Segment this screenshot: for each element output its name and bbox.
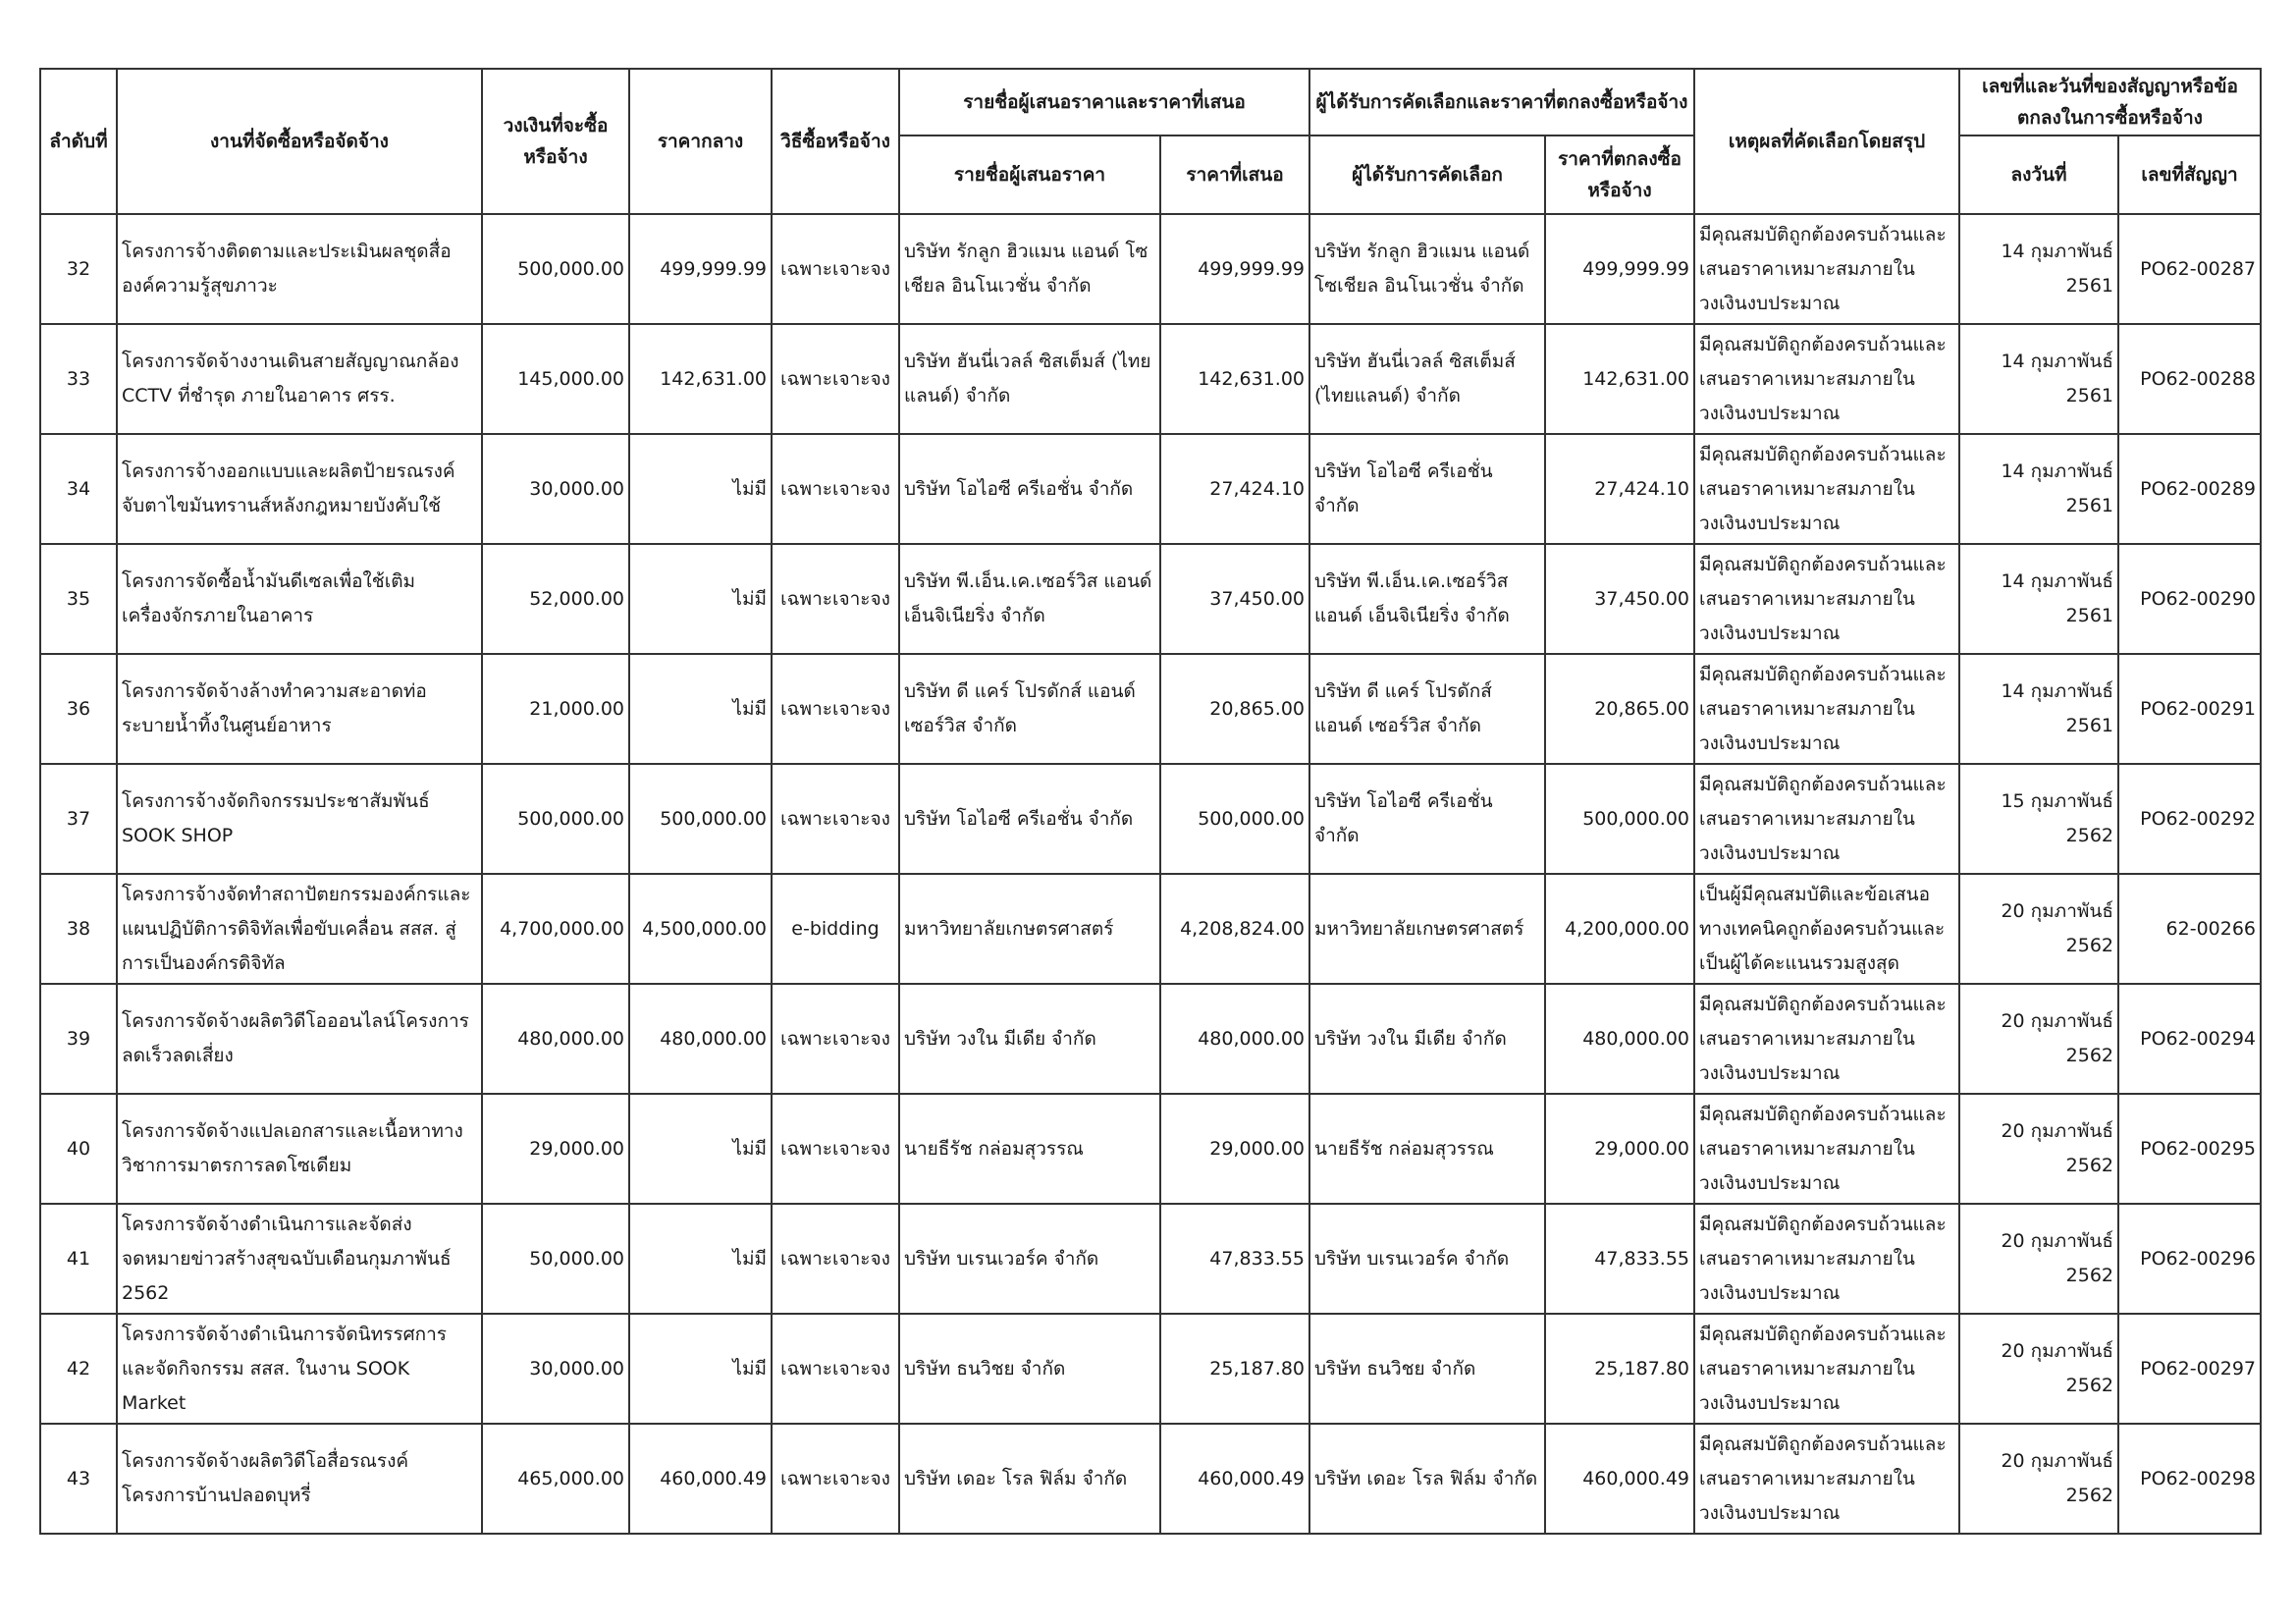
row-contract-date: 20 กุมภาพันธ์ 2562 [1959, 1314, 2118, 1424]
row-work: โครงการจ้างออกแบบและผลิตป้ายรณรงค์จับตาไขมันทรานส์หลังกฎหมายบังคับใช้ [117, 434, 482, 544]
row-bidder-name: บริษัท พี.เอ็น.เค.เซอร์วิส แอนด์ เอ็นจิเนียริ่ง จำกัด [899, 544, 1160, 654]
row-method: เฉพาะเจาะจง [772, 544, 899, 654]
row-contract-date: 14 กุมภาพันธ์ 2561 [1959, 544, 2118, 654]
row-bid-price: 27,424.10 [1160, 434, 1309, 544]
row-no: 40 [40, 1094, 117, 1204]
row-median-price: ไม่มี [629, 434, 772, 544]
row-bid-price: 37,450.00 [1160, 544, 1309, 654]
table-header [40, 69, 2261, 214]
row-budget: 4,700,000.00 [482, 874, 629, 984]
row-reason: มีคุณสมบัติถูกต้องครบถ้วนและเสนอราคาเหมาะสมภายในวงเงินงบประมาณ [1694, 544, 1959, 654]
row-work: โครงการจัดจ้างผลิตวิดีโอสื่อรณรงค์โครงการบ้านปลอดบุหรี่ [117, 1424, 482, 1534]
row-reason: มีคุณสมบัติถูกต้องครบถ้วนและเสนอราคาเหมาะสมภายในวงเงินงบประมาณ [1694, 984, 1959, 1094]
row-bidder-name: บริษัท ธนวิชย จำกัด [899, 1314, 1160, 1424]
row-agreed-price: 142,631.00 [1545, 324, 1694, 434]
table-row [40, 764, 2261, 874]
table-row [40, 434, 2261, 544]
row-agreed-price: 29,000.00 [1545, 1094, 1694, 1204]
row-selected-name: บริษัท วงใน มีเดีย จำกัด [1309, 984, 1545, 1094]
row-reason: มีคุณสมบัติถูกต้องครบถ้วนและเสนอราคาเหมาะสมภายในวงเงินงบประมาณ [1694, 434, 1959, 544]
row-method: เฉพาะเจาะจง [772, 1424, 899, 1534]
row-no: 39 [40, 984, 117, 1094]
row-budget: 480,000.00 [482, 984, 629, 1094]
table-row [40, 984, 2261, 1094]
procurement-table [39, 68, 2262, 1535]
row-no: 34 [40, 434, 117, 544]
row-contract-no: PO62-00289 [2118, 434, 2261, 544]
row-selected-name: บริษัท พี.เอ็น.เค.เซอร์วิส แอนด์ เอ็นจิเนียริ่ง จำกัด [1309, 544, 1545, 654]
row-bid-price: 4,208,824.00 [1160, 874, 1309, 984]
header-bidder-name: รายชื่อผู้เสนอราคา [899, 135, 1160, 214]
table-row [40, 654, 2261, 764]
row-work: โครงการจัดจ้างงานเดินสายสัญญาณกล้อง CCTV ที่ชำรุด ภายในอาคาร ศรร. [117, 324, 482, 434]
row-contract-no: PO62-00292 [2118, 764, 2261, 874]
row-selected-name: บริษัท รักลูก ฮิวแมน แอนด์ โซเชียล อินโนเวชั่น จำกัด [1309, 214, 1545, 324]
header-reason: เหตุผลที่คัดเลือกโดยสรุป [1694, 69, 1959, 214]
row-reason: มีคุณสมบัติถูกต้องครบถ้วนและเสนอราคาเหมาะสมภายในวงเงินงบประมาณ [1694, 1094, 1959, 1204]
row-method: เฉพาะเจาะจง [772, 214, 899, 324]
row-bid-price: 460,000.49 [1160, 1424, 1309, 1534]
row-median-price: ไม่มี [629, 1094, 772, 1204]
table-body [40, 214, 2261, 1534]
table-row [40, 1424, 2261, 1534]
row-contract-no: PO62-00294 [2118, 984, 2261, 1094]
row-budget: 500,000.00 [482, 214, 629, 324]
row-bidder-name: บริษัท บเรนเวอร์ค จำกัด [899, 1204, 1160, 1314]
row-reason: มีคุณสมบัติถูกต้องครบถ้วนและเสนอราคาเหมาะสมภายในวงเงินงบประมาณ [1694, 1424, 1959, 1534]
row-bidder-name: นายธีรัช กล่อมสุวรรณ [899, 1094, 1160, 1204]
table-row [40, 544, 2261, 654]
row-budget: 465,000.00 [482, 1424, 629, 1534]
row-contract-no: PO62-00296 [2118, 1204, 2261, 1314]
row-bidder-name: มหาวิทยาลัยเกษตรศาสตร์ [899, 874, 1160, 984]
header-selected-group: ผู้ได้รับการคัดเลือกและราคาที่ตกลงซื้อหรือจ้าง [1309, 69, 1694, 135]
row-budget: 145,000.00 [482, 324, 629, 434]
row-reason: เป็นผู้มีคุณสมบัติและข้อเสนอทางเทคนิคถูกต้องครบถ้วนและเป็นผู้ได้คะแนนรวมสูงสุด [1694, 874, 1959, 984]
row-median-price: 4,500,000.00 [629, 874, 772, 984]
row-contract-date: 14 กุมภาพันธ์ 2561 [1959, 214, 2118, 324]
header-budget: วงเงินที่จะซื้อหรือจ้าง [482, 69, 629, 214]
row-work: โครงการจ้างจัดกิจกรรมประชาสัมพันธ์ SOOK SHOP [117, 764, 482, 874]
row-work: โครงการจัดจ้างล้างทำความสะอาดท่อระบายน้ำทิ้งในศูนย์อาหาร [117, 654, 482, 764]
row-no: 33 [40, 324, 117, 434]
row-bid-price: 25,187.80 [1160, 1314, 1309, 1424]
row-agreed-price: 500,000.00 [1545, 764, 1694, 874]
row-reason: มีคุณสมบัติถูกต้องครบถ้วนและเสนอราคาเหมาะสมภายในวงเงินงบประมาณ [1694, 214, 1959, 324]
row-contract-no: PO62-00297 [2118, 1314, 2261, 1424]
row-bid-price: 20,865.00 [1160, 654, 1309, 764]
row-reason: มีคุณสมบัติถูกต้องครบถ้วนและเสนอราคาเหมาะสมภายในวงเงินงบประมาณ [1694, 654, 1959, 764]
row-no: 32 [40, 214, 117, 324]
table-row [40, 324, 2261, 434]
row-median-price: 460,000.49 [629, 1424, 772, 1534]
row-contract-date: 20 กุมภาพันธ์ 2562 [1959, 874, 2118, 984]
row-reason: มีคุณสมบัติถูกต้องครบถ้วนและเสนอราคาเหมาะสมภายในวงเงินงบประมาณ [1694, 764, 1959, 874]
row-contract-date: 20 กุมภาพันธ์ 2562 [1959, 1424, 2118, 1534]
row-median-price: ไม่มี [629, 654, 772, 764]
row-method: เฉพาะเจาะจง [772, 1094, 899, 1204]
row-selected-name: บริษัท โอไอซี ครีเอชั่น จำกัด [1309, 764, 1545, 874]
row-method: เฉพาะเจาะจง [772, 1314, 899, 1424]
row-method: เฉพาะเจาะจง [772, 324, 899, 434]
row-agreed-price: 20,865.00 [1545, 654, 1694, 764]
row-no: 43 [40, 1424, 117, 1534]
row-bidder-name: บริษัท ดี แคร์ โปรดักส์ แอนด์ เซอร์วิส จำกัด [899, 654, 1160, 764]
row-no: 35 [40, 544, 117, 654]
row-reason: มีคุณสมบัติถูกต้องครบถ้วนและเสนอราคาเหมาะสมภายในวงเงินงบประมาณ [1694, 1204, 1959, 1314]
row-no: 37 [40, 764, 117, 874]
row-contract-date: 14 กุมภาพันธ์ 2561 [1959, 434, 2118, 544]
row-agreed-price: 37,450.00 [1545, 544, 1694, 654]
row-bidder-name: บริษัท ฮันนี่เวลล์ ซิสเต็มส์ (ไทยแลนด์) จำกัด [899, 324, 1160, 434]
table-row [40, 1314, 2261, 1424]
row-contract-no: PO62-00295 [2118, 1094, 2261, 1204]
row-median-price: 480,000.00 [629, 984, 772, 1094]
row-no: 41 [40, 1204, 117, 1314]
row-median-price: 499,999.99 [629, 214, 772, 324]
row-agreed-price: 27,424.10 [1545, 434, 1694, 544]
row-reason: มีคุณสมบัติถูกต้องครบถ้วนและเสนอราคาเหมาะสมภายในวงเงินงบประมาณ [1694, 1314, 1959, 1424]
row-budget: 30,000.00 [482, 434, 629, 544]
row-contract-no: PO62-00298 [2118, 1424, 2261, 1534]
row-bid-price: 500,000.00 [1160, 764, 1309, 874]
table-row [40, 214, 2261, 324]
row-work: โครงการจัดจ้างผลิตวิดีโอออนไลน์โครงการลดเร็วลดเสี่ยง [117, 984, 482, 1094]
row-no: 36 [40, 654, 117, 764]
row-selected-name: บริษัท บเรนเวอร์ค จำกัด [1309, 1204, 1545, 1314]
header-median-price: ราคากลาง [629, 69, 772, 214]
row-agreed-price: 499,999.99 [1545, 214, 1694, 324]
row-bidder-name: บริษัท โอไอซี ครีเอชั่น จำกัด [899, 434, 1160, 544]
row-selected-name: นายธีรัช กล่อมสุวรรณ [1309, 1094, 1545, 1204]
row-median-price: ไม่มี [629, 1204, 772, 1314]
header-bidders-group: รายชื่อผู้เสนอราคาและราคาที่เสนอ [899, 69, 1309, 135]
row-method: เฉพาะเจาะจง [772, 434, 899, 544]
row-agreed-price: 460,000.49 [1545, 1424, 1694, 1534]
row-method: เฉพาะเจาะจง [772, 1204, 899, 1314]
row-bid-price: 480,000.00 [1160, 984, 1309, 1094]
row-method: เฉพาะเจาะจง [772, 764, 899, 874]
row-median-price: 142,631.00 [629, 324, 772, 434]
row-bidder-name: บริษัท รักลูก ฮิวแมน แอนด์ โซเชียล อินโนเวชั่น จำกัด [899, 214, 1160, 324]
row-contract-date: 20 กุมภาพันธ์ 2562 [1959, 1204, 2118, 1314]
row-agreed-price: 480,000.00 [1545, 984, 1694, 1094]
row-agreed-price: 25,187.80 [1545, 1314, 1694, 1424]
row-budget: 500,000.00 [482, 764, 629, 874]
row-contract-date: 20 กุมภาพันธ์ 2562 [1959, 1094, 2118, 1204]
header-contract-date: ลงวันที่ [1959, 135, 2118, 214]
row-selected-name: บริษัท โอไอซี ครีเอชั่น จำกัด [1309, 434, 1545, 544]
row-contract-date: 14 กุมภาพันธ์ 2561 [1959, 654, 2118, 764]
row-contract-date: 20 กุมภาพันธ์ 2562 [1959, 984, 2118, 1094]
row-work: โครงการจ้างจัดทำสถาปัตยกรรมองค์กรและแผนปฏิบัติการดิจิทัลเพื่อขับเคลื่อน สสส. สู่การเป็นองค์กรดิจิทัล [117, 874, 482, 984]
row-work: โครงการจัดจ้างดำเนินการจัดนิทรรศการและจัดกิจกรรม สสส. ในงาน SOOK Market [117, 1314, 482, 1424]
row-contract-no: PO62-00287 [2118, 214, 2261, 324]
row-no: 42 [40, 1314, 117, 1424]
row-no: 38 [40, 874, 117, 984]
row-selected-name: มหาวิทยาลัยเกษตรศาสตร์ [1309, 874, 1545, 984]
row-bid-price: 499,999.99 [1160, 214, 1309, 324]
header-no: ลำดับที่ [40, 69, 117, 214]
row-method: เฉพาะเจาะจง [772, 984, 899, 1094]
table-row [40, 1204, 2261, 1314]
row-bid-price: 47,833.55 [1160, 1204, 1309, 1314]
row-bid-price: 142,631.00 [1160, 324, 1309, 434]
table-row [40, 1094, 2261, 1204]
row-work: โครงการจ้างติดตามและประเมินผลชุดสื่อองค์ความรู้สุขภาวะ [117, 214, 482, 324]
row-contract-date: 15 กุมภาพันธ์ 2562 [1959, 764, 2118, 874]
row-bid-price: 29,000.00 [1160, 1094, 1309, 1204]
row-median-price: ไม่มี [629, 544, 772, 654]
table-row [40, 874, 2261, 984]
header-selected-name: ผู้ได้รับการคัดเลือก [1309, 135, 1545, 214]
row-agreed-price: 47,833.55 [1545, 1204, 1694, 1314]
row-budget: 52,000.00 [482, 544, 629, 654]
row-contract-no: PO62-00288 [2118, 324, 2261, 434]
header-bid-price: ราคาที่เสนอ [1160, 135, 1309, 214]
row-method: เฉพาะเจาะจง [772, 654, 899, 764]
row-budget: 21,000.00 [482, 654, 629, 764]
row-selected-name: บริษัท ธนวิชย จำกัด [1309, 1314, 1545, 1424]
row-contract-no: PO62-00291 [2118, 654, 2261, 764]
row-contract-no: PO62-00290 [2118, 544, 2261, 654]
row-work: โครงการจัดจ้างดำเนินการและจัดส่งจดหมายข่าวสร้างสุขฉบับเดือนกุมภาพันธ์ 2562 [117, 1204, 482, 1314]
row-reason: มีคุณสมบัติถูกต้องครบถ้วนและเสนอราคาเหมาะสมภายในวงเงินงบประมาณ [1694, 324, 1959, 434]
row-selected-name: บริษัท เดอะ โรล ฟิล์ม จำกัด [1309, 1424, 1545, 1534]
row-contract-no: 62-00266 [2118, 874, 2261, 984]
row-selected-name: บริษัท ฮันนี่เวลล์ ซิสเต็มส์ (ไทยแลนด์) จำกัด [1309, 324, 1545, 434]
header-agreed-price: ราคาที่ตกลงซื้อหรือจ้าง [1545, 135, 1694, 214]
row-work: โครงการจัดจ้างแปลเอกสารและเนื้อหาทางวิชาการมาตรการลดโซเดียม [117, 1094, 482, 1204]
header-contract-no: เลขที่สัญญา [2118, 135, 2261, 214]
header-method: วิธีซื้อหรือจ้าง [772, 69, 899, 214]
row-median-price: ไม่มี [629, 1314, 772, 1424]
row-budget: 30,000.00 [482, 1314, 629, 1424]
row-work: โครงการจัดซื้อน้ำมันดีเซลเพื่อใช้เติมเครื่องจักรภายในอาคาร [117, 544, 482, 654]
header-contract-group: เลขที่และวันที่ของสัญญาหรือข้อตกลงในการซื้อหรือจ้าง [1959, 69, 2261, 135]
row-bidder-name: บริษัท เดอะ โรล ฟิล์ม จำกัด [899, 1424, 1160, 1534]
row-bidder-name: บริษัท วงใน มีเดีย จำกัด [899, 984, 1160, 1094]
row-median-price: 500,000.00 [629, 764, 772, 874]
row-selected-name: บริษัท ดี แคร์ โปรดักส์ แอนด์ เซอร์วิส จำกัด [1309, 654, 1545, 764]
row-agreed-price: 4,200,000.00 [1545, 874, 1694, 984]
row-contract-date: 14 กุมภาพันธ์ 2561 [1959, 324, 2118, 434]
row-budget: 50,000.00 [482, 1204, 629, 1314]
header-work: งานที่จัดซื้อหรือจัดจ้าง [117, 69, 482, 214]
row-budget: 29,000.00 [482, 1094, 629, 1204]
row-method: e-bidding [772, 874, 899, 984]
row-bidder-name: บริษัท โอไอซี ครีเอชั่น จำกัด [899, 764, 1160, 874]
